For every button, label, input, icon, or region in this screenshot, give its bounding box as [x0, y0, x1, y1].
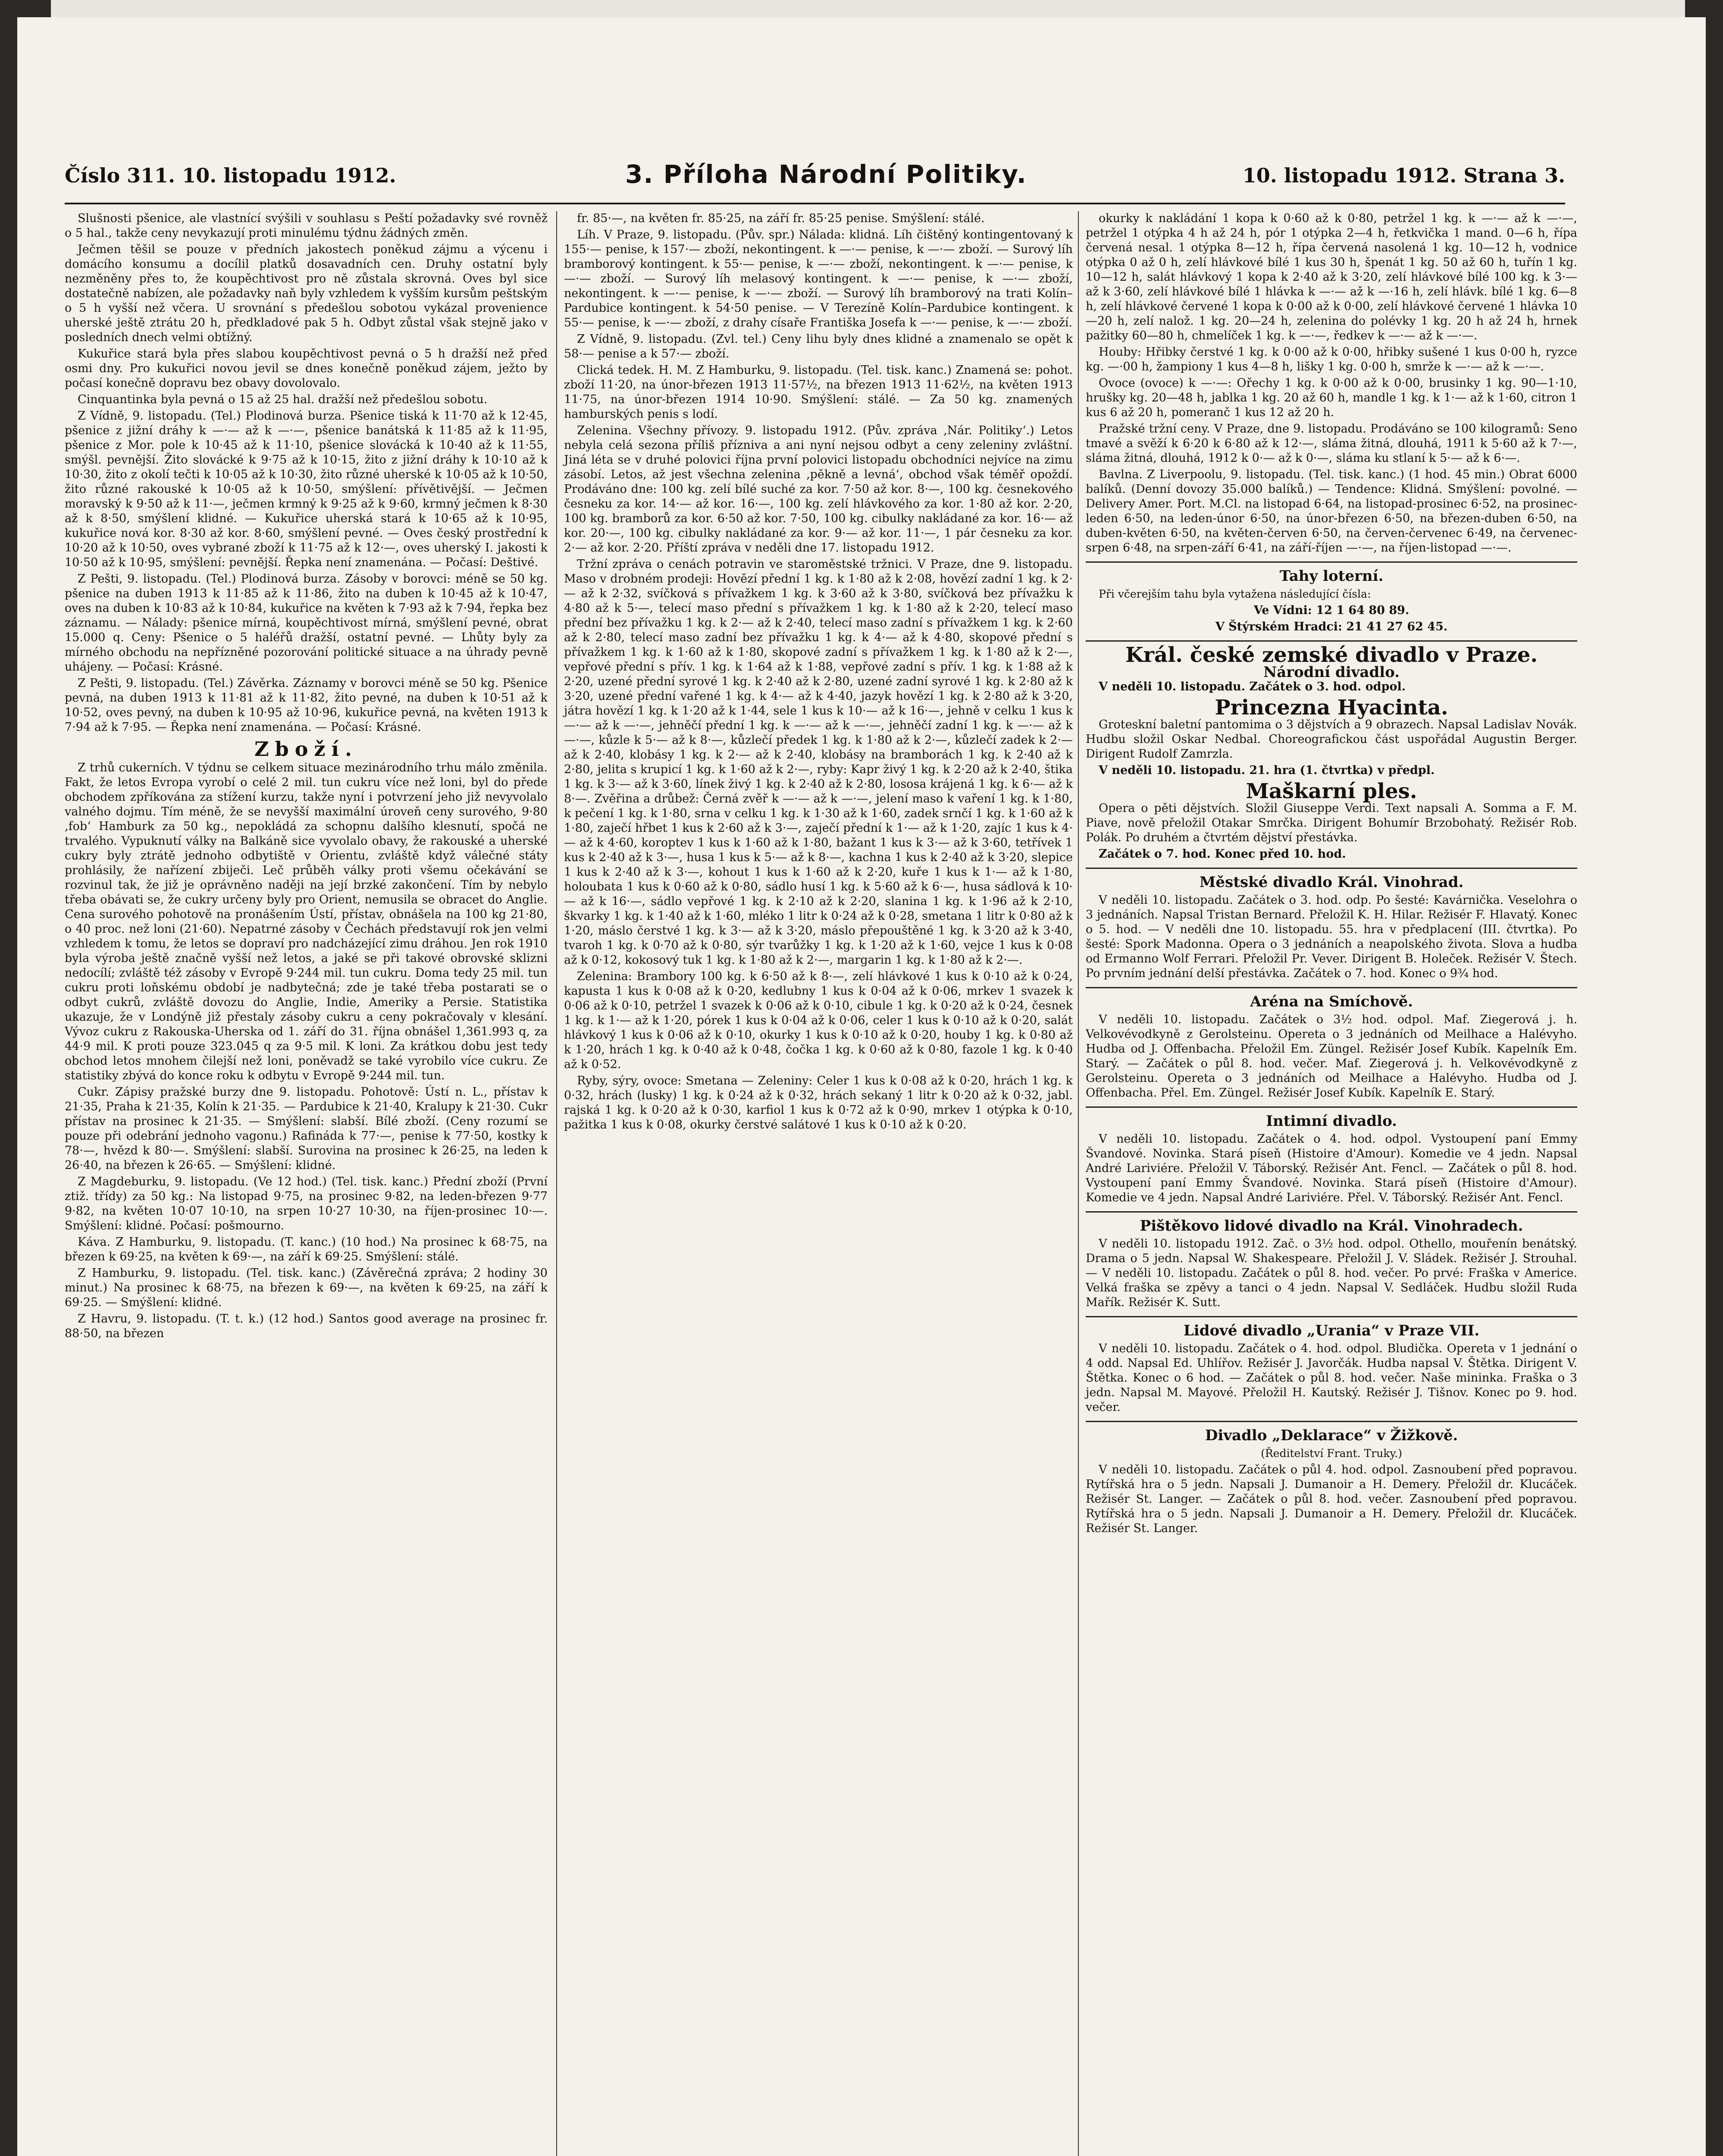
paragraph: Z Pešti, 9. listopadu. (Tel.) Závěrka. Záznamy v borovci méně se 50 kg. Pšenice pevná, na duben 1913 k 11·81 až k 11·82, žito pevné, na duben k 10·51 až k 10·52, oves pevný, na duben k 10·95 až 10·96, kukuřice pevná, na květen 1913 k 7·94 až k 7·95. — Řepka není znamenána. — Počasí: Krásné. — [65, 677, 548, 734]
column-3 — [1078, 211, 1577, 2156]
divider — [1086, 1106, 1577, 1108]
masthead — [65, 155, 1565, 204]
theatre-title: Městské divadlo Král. Vinohrad. — [1199, 874, 1464, 891]
paragraph: Z Hamburku, 9. listopadu. (Tel. tisk. kanc.) (Závěrečná zpráva; 2 hodiny 30 minut.) Na prosinec k 68·75, na březen k 69·—, na květen k 69·25, na září k 69·25. — Smýšlení: klidné. — [65, 1266, 548, 1309]
divider — [1086, 1421, 1577, 1422]
paragraph: Ječmen těšil se pouze v předních jakostech poněkud zájmu a výcenu i domácího konsumu a docílil platků dosavadních cen. Druhy ostatní byly nezměněny přes to, že koupěchtivost pro ně zůstala skrovná. Oves byl sice dostatečně nabízen, ale požadavky naň byly vzhledem k vyšším kursům peštským o 5 h vyšší než včera. U srovnání s předešlou sobotou vykázal provenience uherské ještě ztrátu 20 h, předkladové pak 5 h. Odbyt zůstal však stejně jako v posledních dnech velmi obtížný. — [65, 243, 548, 344]
paragraph: V neděli 10. listopadu. Začátek o půl 4. hod. odpol. Zasnoubení před popravou. Rytířská hra o 5 jedn. Napsali J. Dumanoir a H. Demery. Přeložil dr. Klucáček. Režisér St. Langer. — Začátek o půl 8. hod. večer. Zasnoubení před popravou. Rytířská hra o 5 jedn. Napsali J. Dumanoir a H. Demery. Přeložil dr. Klucáček. Režisér St. Langer. — [1086, 1463, 1577, 1535]
paragraph: V neděli 10. listopadu. Začátek o 4. hod. odpol. Vystoupení paní Emmy Švandové. Novinka. Stará píseň (Histoire d'Amour). Komedie ve 4 jedn. Napsal André Lariviére. Přeložil V. Táborský. Režisér Ant. Fencl. — Začátek o půl 8. hod. Vystoupení paní Emmy Švandové. Novinka. Stará píseň (Histoire d'Amour). Komedie ve 4 jedn. Napsal André Lariviére. Přel. V. Táborský. Režisér Ant. Fencl. — [1086, 1132, 1577, 1204]
column-1 — [65, 211, 548, 2156]
paragraph: Ovoce (ovoce) k —·—: Ořechy 1 kg. k 0·00 až k 0·00, brusinky 1 kg. 90—1·10, hrušky kg. 20—48 h, jablka 1 kg. 20 až 60 h, mandle 1 kg. k 1·— až k 1·60, citron 1 kus 6 až 20 h, pomeranč 1 kus 12 až 20 h. — [1086, 376, 1577, 419]
paragraph: Z Havru, 9. listopadu. (T. t. k.) (12 hod.) Santos good average na prosinec fr. 88·50, na březen — [65, 1312, 548, 1340]
paragraph: Kukuřice stará byla přes slabou koupěchtivost pevná o 5 h dražší než před osmi dny. Pro kukuřici novou jevil se dnes konečně poněkud zájem, ježto by počasí konečně dopravu bez obavy dovolovalo. — [65, 347, 548, 390]
section-heading: Zboží. — [254, 737, 358, 761]
paragraph: Groteskní baletní pantomima o 3 dějstvích a 9 obrazech. Napsal Ladislav Novák. Hudbu složil Oskar Nedbal. Choreografickou část uspořádal Augustin Berger. Dirigent Rudolf Zamrzla. — [1086, 718, 1577, 761]
lottery-vienna: Ve Vídni: 12 1 64 80 89. — [1253, 604, 1410, 617]
paragraph: Zelenina. Všechny přívozy. 9. listopadu 1912. (Pův. zpráva ‚Nár. Politiky‘.) Letos nebyla celá sezona příliš přízniva a ani nyní nejsou odbyt a ceny zeleniny zvláštní. Jiná léta se v druhé polovici října první polovici listopadu obchodníci nejvíce na zimu zásobí. Letos, až jest všechna zelenina ‚pěkně a levná‘, obchod však téměř opoždí. Prodáváno dne: 100 kg. zelí bílé suché za kor. 7·50 až kor. 8·—, 100 kg. česnekového česneku za kor. 14·— až kor. 16·—, 100 kg. zelí hlávkového za kor. 1·80 až kor. 2·20, 100 kg. bramborů za kor. 6·50 až kor. 7·50, 100 kg. cibulky nakládané za kor. 16·— až kor. 20·—, 100 kg. cibulky nakládané za kor. 9·— až kor. 11·—, 1 pár česneku za kor. 2·— až kor. 2·20. Příští zpráva v neděli dne 17. listopadu 1912. — [564, 424, 1073, 555]
page-number: 10. listopadu 1912. Strana 3. — [1242, 164, 1565, 187]
paragraph: Z Vídně, 9. listopadu. (Zvl. tel.) Ceny lihu byly dnes klidné a znamenalo se opět k 58·— penise a k 57·— zboží. — [564, 332, 1073, 360]
divider — [1086, 1316, 1577, 1317]
paragraph: V neděli 10. listopadu 1912. Zač. o 3½ hod. odpol. Othello, mouřenín benátský. Drama o 5 jedn. Napsal W. Shakespeare. Přeložil J. V. Sládek. Režisér J. Strouhal. — V neděli 10. listopadu. Začátek o půl 8. hod. večer. Po prvé: Fraška v Americe. Velká fraška se zpěvy a tanci o 4 jedn. Napsal V. Sedláček. Hudbu složil Ruda Mařík. Režisér K. Sutt. — [1086, 1237, 1577, 1309]
paragraph: V neděli 10. listopadu. Začátek o 3½ hod. odpol. Maf. Ziegerová j. h. Velkovévodkyně z Gerolsteinu. Opereta o 3 jednáních od Meilhace a Halévyho. Hudba od J. Offenbacha. Přeložil Em. Züngel. Režisér Josef Kubík. Kapelník Em. Starý. — Začátek o půl 8. hod. večer. Maf. Ziegerová j. h. Velkovévodkyně z Gerolsteinu. Opereta o 3 jednáních od Meilhace a Halévyho. Hudba od J. Offenbacha. Přel. Em. Züngel. Režisér Josef Kubík. Kapelník E. Starý. — [1086, 1013, 1577, 1100]
theatre-title: Pištěkovo lidové divadlo na Král. Vinohradech. — [1140, 1217, 1523, 1235]
play-title: Maškarní ples. — [1246, 779, 1417, 803]
paragraph: Houby: Hřibky čerstvé 1 kg. k 0·00 až k 0·00, hřibky sušené 1 kus 0·00 h, ryzce kg. —·00 h, žampiony 1 kus 4—8 h, lišky 1 kg. 0·00 h, smrže k —·— až k —·—. — [1086, 345, 1577, 373]
divider — [1086, 987, 1577, 988]
performance-time: V neděli 10. listopadu. Začátek o 3. hod. odpol. — [1099, 680, 1406, 693]
paragraph: Cukr. Zápisy pražské burzy dne 9. listopadu. Pohotově: Ústí n. L., přístav k 21·35, Praha k 21·35, Kolín k 21·35. — Pardubice k 21·40, Kralupy k 21·30. Cukr přístav na prosinec k 21·35. — Smýšlení: slabší. Bílé zboží. (Ceny rozumí se pouze při odebrání jednoho vagonu.) Rafináda k 77·—, penise k 77·50, kostky k 78·—, hvězd k 80·—. Smýšlení: slabší. Surovina na prosinec k 26·25, na leden k 26·40, na březen k 26·65. — Smýšlení: klidné. — [65, 1085, 548, 1172]
paragraph: Tržní zpráva o cenách potravin ve staroměstské tržnici. V Praze, dne 9. listopadu. Maso v drobném prodeji: Hovězí přední 1 kg. k 1·80 až k 2·08, hovězí zadní 1 kg. k 2·— až k 2·32, svíčková s přívažkem 1 kg. k 3·60 až k 3·80, svíčková bez přívažku k 4·80 až k 5·—, telecí maso přední s přívažkem 1 kg. k 1·80 až k 2·20, telecí maso přední bez přívažku 1 kg. k 2·— až k 2·40, telecí maso zadní s přívažkem 1 kg. k 2·60 až k 2·80, telecí maso zadní bez přívažku 1 kg. k 4·— až k 4·80, skopové přední s přívažkem 1 kg. k 1·60 až k 1·80, skopové zadní s přívažkem 1 kg. k 1·80 až k 2·—, vepřové přední s přív. 1 kg. k 1·64 až k 1·88, vepřové zadní s přív. 1 kg. k 1·88 až k 2·20, uzené přední syrové 1 kg. k 2·40 až k 2·80, uzené zadní syrové 1 kg. k 2·80 až k 3·20, uzené přední vařené 1 kg. k 4·— až k 4·40, jazyk hovězí 1 kg. k 2·80 až k 3·20, játra hovězí 1 kg. k 1·20 až k 1·44, sele 1 kus k 10·— až k 16·—, jehně v celku 1 kus k —·— až k —·—, jehněčí přední 1 kg. k —·— až k —·—, jehněčí zadní 1 kg. k —·— až k —·—, kůzle k 5·— až k 8·—, kůzlečí předek 1 kg. k 1·80 až k 2·—, kůzlečí zadek k 2·— až k 2·40, klobásy 1 kg. k 2·— až k 2·40, klobásy na bramborách 1 kg. k 2·40 až k 2·80, jelita s krupicí 1 kg. k 1·60 až k 2·—, ryby: Kapr živý 1 kg. k 2·20 až k 2·40, štika 1 kg. k 3·— až k 3·60, línek živý 1 kg. k 2·40 až k 2·80, lososa krájená 1 kg. k 6·— až k 8·—. Zvěřina a drůbež: Černá zvěř k —·— až k —·—, jelení maso k vaření 1 kg. k 1·80, k pečení 1 kg. k 1·80, srna v celku 1 kg. k 1·30 až k 1·60, zadek srnčí 1 kg. k 1·60 až k 1·80, zaječí hřbet 1 kus k 2·60 až k 3·—, zaječí přední k 1·— až k 1·20, zajíc 1 kus k 4·— až k 4·60, koroptev 1 kus k 1·60 až k 1·80, bažant 1 kus k 3·— až k 3·60, tetřívek 1 kus k 2·40 až k 3·—, husa 1 kus k 5·— až k 8·—, kachna 1 kus k 2·40 až k 3·20, slepice 1 kus k 2·40 až k 3·—, kohout 1 kus k 1·60 až k 2·20, kuře 1 kus k 1·— až k 1·80, holoubata 1 kus k 0·60 až k 0·80, sádlo husí 1 kg. k 5·60 až k 6·—, husa sádlová k 10·— až k 16·—, sádlo vepřové 1 kg. k 2·10 až k 2·20, slanina 1 kg. k 1·96 až k 2·10, škvarky 1 kg. k 1·40 až k 1·60, mléko 1 litr k 0·24 až k 0·28, smetana 1 litr k 0·80 až k 1·20, máslo čerstvé 1 kg. k 3·— až k 3·20, máslo přepouštěné 1 kg. k 3·20 až k 3·40, tvaroh 1 kg. k 0·70 až k 0·80, sýr tvarůžky 1 kg. k 1·20 až k 1·60, vejce 1 kus k 0·08 až k 0·12, kokosový tuk 1 kg. k 1·80 až k 2·—, margarin 1 kg. k 1·80 až k 2·—. — [564, 558, 1073, 967]
paragraph: Cinquantinka byla pevná o 15 až 25 hal. dražší než předešlou sobotu. — [78, 393, 488, 406]
paragraph: okurky k nakládání 1 kopa k 0·60 až k 0·80, petržel 1 kg. k —·— až k —·—, petržel 1 otýpka 4 h až 24 h, pór 1 otýpka 2—4 h, řetkvička 1 mand. 0—6 h, řípa červená nesal. 1 otýpka 8—12 h, řípa červená nasolená 1 kg. 10—12 h, vodnice otýpka 0 až 0 h, zelí hlávkové bílé 1 kus 30 h, špenát 1 kg. 50 až 60 h, tuřín 1 kg. 10—12 h, salát hlávkový 1 kopa k 2·40 až k 3·20, zelí hlávkové bílé 100 kg. k 3·— až k 3·60, zelí hlávkové bílé 1 hlávka k —·— až k —·16 h, zelí hlávk. bílé 1 kg. 6—8 h, zelí hlávkové červené 1 kopa k 0·00 až k 0·00, zelí hlávkové červené 1 hlávka 10—20 h, zelí nalož. 1 kg. 20—24 h, zelenina do polévky 1 kg. 20 h až 24 h, hrnek pažitky 60—80 h, chmelíček 1 kg. k —·—, ředkev k —·— až k —·—. — [1086, 212, 1577, 342]
paragraph: fr. 85·—, na květen fr. 85·25, na září fr. 85·25 penise. Smýšlení: stálé. — [577, 212, 985, 225]
play-title: Princezna Hyacinta. — [1215, 696, 1448, 720]
theatre-subtitle: (Ředitelství Frant. Truky.) — [1261, 1447, 1402, 1460]
paragraph: Clická tedek. H. M. Z Hamburku, 9. listopadu. (Tel. tisk. kanc.) Znamená se: pohot. zboží 11·20, na únor-březen 1913 11·57½, na březen 1913 11·62½, na květen 1913 11·75, na únor-březen 1914 10·90. Smýšlení: stálé. — Za 50 kg. znamených hamburských penis s lodí. — [564, 364, 1073, 421]
paragraph: Ryby, sýry, ovoce: Smetana — Zeleniny: Celer 1 kus k 0·08 až k 0·20, hrách 1 kg. k 0·32, hrách (lusky) 1 kg. k 0·24 až k 0·32, hrách sekaný 1 litr k 0·20 až k 0·32, jabl. rajská 1 kg. k 0·20 až k 0·30, karfiol 1 kus k 0·72 až k 0·90, mrkev 1 otýpka k 0·10, pažitka 1 kus k 0·08, okurky čerstvé salátové 1 kus k 0·10 až k 0·20. — [564, 1074, 1073, 1131]
divider — [1086, 1211, 1577, 1213]
paragraph: Opera o pěti dějstvích. Složil Giuseppe Verdi. Text napsali A. Somma a F. M. Piave, nově přeložil Otakar Smrčka. Dirigent Bohumír Brzobohatý. Režisér Rob. Polák. Po druhém a čtvrtém dějství přestávka. — [1086, 802, 1577, 844]
paragraph: Káva. Z Hamburku, 9. listopadu. (T. kanc.) (10 hod.) Na prosinec k 68·75, na březen k 69·25, na květen k 69·—, na září k 69·25. Smýšlení: stálé. — [65, 1235, 548, 1263]
column-2 — [556, 211, 1073, 2156]
paragraph: Z Magdeburku, 9. listopadu. (Ve 12 hod.) (Tel. tisk. kanc.) Přední zboží (První ztiž. třídy) za 50 kg.: Na listopad 9·75, na prosinec 9·82, na leden-březen 9·77 9·82, na květen 10·07 10·10, na srpen 10·27 10·30, na říjen-prosinec 10·—. Smýšlení: klidné. Počasí: pošmourno. — [65, 1175, 548, 1232]
divider — [1086, 561, 1577, 563]
lottery-graz: V Štýrském Hradci: 21 41 27 62 45. — [1215, 620, 1448, 633]
performance-time: V neděli 10. listopadu. 21. hra (1. čtvrtka) v předpl. — [1099, 764, 1435, 777]
theatre-subtitle: Národní divadlo. — [1263, 664, 1400, 681]
paragraph: Slušnosti pšenice, ale vlastnící svýšili v souhlasu s Peští požadavky své rovněž o 5 hal., takže ceny nevykazují proti minulému týdnu žádných změn. — [65, 212, 548, 240]
lottery-intro: Při včerejším tahu byla vytažena následující čísla: — [1099, 588, 1371, 600]
issue-date: Číslo 311. 10. listopadu 1912. — [65, 164, 396, 187]
paragraph: Z trhů cukerních. V týdnu se celkem situace mezinárodního trhu málo změnila. Fakt, že letos Evropa vyrobí o celé 2 mil. tun cukru více než loni, byl do přede obchodem zpříkována za stížení kurzu, takže nyní i potvrzení jeho již nevyvolalo valného dojmu. Tím méně, že se nevyšší maximální úroveň ceny surového, 9·80 ‚fob‘ Hamburk za 50 kg., nepokládá za schopnu dalšího klesnutí, spočá ne trvalého. Vypuknutí války na Balkáně sice vyvolalo obavy, že rakouské a uherské cukry byly ztrátě jednoho odbytiště v Orientu, zvláště když válečné státy prohlásily, že nařízení zbiječi. Leč průběh války proti všemu očekávání se rozvinul tak, že již je oprávněno naději na její brzké zakončení. Tím by nebylo třeba obávati se, že cukry určeny byly pro Orient, nemusila se obracet do Anglie. Cena surového pohotově na pronášením Ústí, přístav, obnášela na 100 kg 21·80, o 40 proc. než loni (21·60). Nepatrné zásoby v Čechách představují rok jen velmi vzhledem k tomu, že letos se dopraví pro nadcházející zimu dráhou. Jen rok 1910 byla výroba ještě značně vyšší než letos, a jaké se při takové obrovské sklizni nedocílí; zvláště též zásoby v Evropě 9·244 mil. tun cukru. Doma tedy 25 mil. tun cukru proti loňskému období je nadbytečná; zde je také třeba postarati se o odbyt cukrů, zvláště dovozu do Anglie, Indie, Ameriky a Persie. Statistika ukazuje, že v Londýně již přestaly zásoby cukru a ceny pokračovaly v klesání. Vývoz cukru z Rakouska-Uherska od 1. září do 31. října obnášel 1,361.993 q, za 44·9 mil. K proti pouze 323.045 q za 9·5 mil. K loni. Za krátkou dobu jest tedy obchod letos mnohem čilejší než loni, poněvadž se také vyrobilo více cukru. Ze statistiky zbývá do konce roku k odbytu v Evropě 9·244 mil. tun. — [65, 761, 548, 1082]
lottery-title: Tahy loterní. — [1279, 567, 1384, 585]
paragraph: Pražské tržní ceny. V Praze, dne 9. listopadu. Prodáváno se 100 kilogramů: Seno tmavé a svěží k 6·20 k 6·80 až k 12·—, sláma žitná, dlouhá, 1911 k 5·60 až k 7·—, sláma žitná, dlouhá, 1912 k 0·— až k 0·—, sláma ku stlaní k 5·— až k 6·—. — [1086, 422, 1577, 465]
divider — [1086, 868, 1577, 869]
performance-time: Začátek o 7. hod. Konec před 10. hod. — [1099, 847, 1346, 861]
paragraph: Zelenina: Brambory 100 kg. k 6·50 až k 8·—, zelí hlávkové 1 kus k 0·10 až k 0·24, kapusta 1 kus k 0·08 až k 0·20, kedlubny 1 kus k 0·04 až k 0·06, mrkev 1 svazek k 0·06 až k 0·10, petržel 1 svazek k 0·06 až k 0·10, cibule 1 kg. k 0·20 až k 0·24, česnek 1 kg. k 1·— až k 1·20, pórek 1 kus k 0·04 až k 0·06, celer 1 kus k 0·10 až k 0·20, salát hlávkový 1 kus k 0·06 až k 0·10, okurky 1 kus k 0·10 až k 0·20, houby 1 kg. k 0·80 až k 1·20, hrách 1 kg. k 0·40 až k 0·48, čočka 1 kg. k 0·60 až k 0·80, fazole 1 kg. k 0·40 až k 0·52. — [564, 970, 1073, 1071]
divider — [1086, 640, 1577, 642]
supplement-title: 3. Příloha Národní Politiky. — [625, 160, 1027, 189]
theatre-title: Divadlo „Deklarace“ v Žižkově. — [1205, 1427, 1458, 1444]
paragraph: V neděli 10. listopadu. Začátek o 3. hod. odp. Po šesté: Kavárnička. Veselohra o 3 jednáních. Napsal Tristan Bernard. Přeložil K. H. Hilar. Režisér F. Hlavatý. Konec o 5. hod. — V neděli dne 10. listopadu. 55. hra v předplacení (III. čtvrtka). Po šesté: Spork Madonna. Opera o 3 jednáních a neapolského života. Slova a hudba od Ermanno Wolf Ferrari. Přeložil Pr. Vever. Dirigent B. Holeček. Režisér V. Štech. Po prvním jednání delší přestávka. Začátek o 7. hod. Konec o 9¾ hod. — [1086, 893, 1577, 980]
paragraph: V neděli 10. listopadu. Začátek o 4. hod. odpol. Bludička. Opereta v 1 jednání o 4 odd. Napsal Ed. Uhlířov. Režisér J. Javorčák. Hudba napsal V. Štětka. Dirigent V. Štětka. Konec o 6 hod. — Začátek o půl 8. hod. večer. Naše mininka. Fraška o 3 jedn. Napsal M. Mayové. Přeložil H. Kautský. Režisér J. Tišnov. Konec po 9. hod. večer. — [1086, 1342, 1577, 1414]
paragraph: Líh. V Praze, 9. listopadu. (Pův. spr.) Nálada: klidná. Líh čištěný kontingentovaný k 155·— penise, k 157·— zboží, nekontingent. k —·— penise, k —·— zboží. — Surový líh bramborový kontingent. k 55·— penise, k —·— zboží, nekontingent. k —·— penise, k —·— zboží. — Surový líh melasový kontingent. k —·— penise, k —·— zboží, nekontingent. k —·— penise, k —·— zboží. — Surový líh bramborový na trati Kolín–Pardubice kontingent. k 54·50 penise. — V Terezíně Kolín–Pardubice kontingent. k 55·— penise, k —·— zboží, z drahy císaře Františka Josefa k —·— penise, k —·— zboží. — [564, 228, 1073, 329]
paragraph: Bavlna. Z Liverpoolu, 9. listopadu. (Tel. tisk. kanc.) (1 hod. 45 min.) Obrat 6000 balíků. (Denní dovozy 35.000 balíků.) — Tendence: Klidná. Smýšlení: povolné. — Delivery Amer. Port. M.Cl. na listopad 6·64, na listopad-prosinec 6·52, na prosinec-leden 6·50, na leden-únor 6·50, na únor-březen 6·50, na březen-duben 6·50, na duben-květen 6·50, na květen-červen 6·50, na červen-červenec 6·49, na červenec-srpen 6·48, na srpen-září 6·41, na září-říjen —·—, na říjen-listopad —·—. — [1086, 468, 1577, 555]
theatre-title: Aréna na Smíchově. — [1250, 993, 1413, 1010]
theatre-title: Lidové divadlo „Urania“ v Praze VII. — [1183, 1322, 1480, 1339]
paragraph: Z Vídně, 9. listopadu. (Tel.) Plodinová burza. Pšenice tiská k 11·70 až k 12·45, pšenice z jižní dráhy k —·— až k —·—, pšenice banátská k 11·85 až k 11·95, pšenice z Mor. pole k 10·45 až k 11·10, pšenice slovácká k 10·40 až k 11·55, smýšl. pevnější. Žito slovácké k 9·75 až k 10·15, žito z jižní dráhy k 10·10 až k 10·30, žito z okolí tečti k 10·05 až k 10·30, žito různé uherské k 10·05 až k 10·50, žito různé rakouské k 10·05 až k 10·50, smýšlení: přívětivější. — Ječmen moravský k 9·50 až k 11·—, ječmen krmný k 9·25 až k 9·60, krmný ječmen k 8·30 až k 8·50, smýšlení klidné. — Kukuřice uherská stará k 10·65 až k 10·95, kukuřice nová kor. 8·30 až kor. 8·60, smýšlení pevné. — Oves český prostřední k 10·20 až k 10·50, oves vybrané zboží k 11·75 až k 12·—, oves uherský I. jakosti k 10·50 až k 10·95, smýšlení: pevnější. Řepka není znamenána. — Počasí: Deštivé. — [65, 409, 548, 569]
paragraph: Z Pešti, 9. listopadu. (Tel.) Plodinová burza. Zásoby v borovci: méně se 50 kg. pšenice na duben 1913 k 11·85 až k 11·86, žito na duben k 10·45 až k 10·47, oves na duben k 10·83 až k 10·84, kukuřice na květen k 7·93 až k 7·94, řepka bez záznamu. — Nálady: pšenice mírná, koupěchtivost mírná, smýšlení pevné, obrat 15.000 q. Ceny: Pšenice o 5 haléřů dražší, ostatní pevné. — Lhůty byly za mírného obchodu na nepřízněné pozorování politické situace a na úhrady pevně uhájeny. — Počasí: Krásné. — [65, 572, 548, 674]
theatre-title: Král. české zemské divadlo v Praze. — [1125, 643, 1538, 667]
theatre-title: Intimní divadlo. — [1266, 1112, 1397, 1130]
